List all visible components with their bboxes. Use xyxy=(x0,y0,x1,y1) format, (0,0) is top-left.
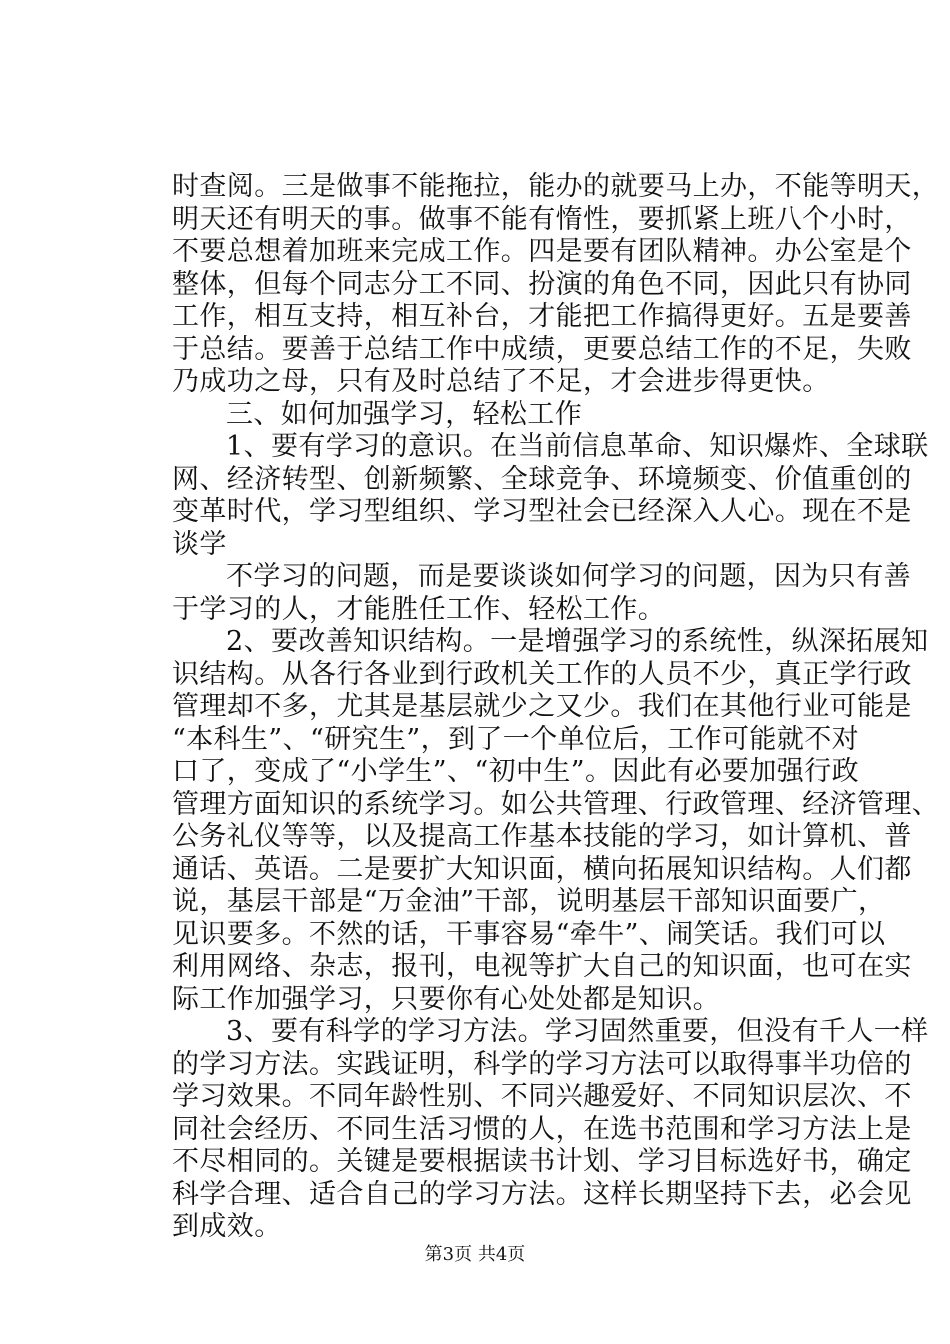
section-heading: 三、如何加强学习，轻松工作 xyxy=(226,399,583,430)
body-line: 利用网络、杂志，报刊，电视等扩大自己的知识面，也可在实 xyxy=(172,951,912,982)
body-line: 管理却不多，尤其是基层就少之又少。我们在其他行业可能是 xyxy=(172,691,912,722)
body-line: 不要总想着加班来完成工作。四是要有团队精神。办公室是个 xyxy=(172,236,912,267)
page-number-footer: 第3页 共4页 xyxy=(424,1244,526,1265)
body-line: 不学习的问题，而是要谈谈如何学习的问题，因为只有善 xyxy=(226,561,911,592)
body-line: 于总结。要善于总结工作中成绩，更要总结工作的不足，失败 xyxy=(172,334,912,365)
body-line: 时查阅。三是做事不能拖拉，能办的就要马上办，不能等明天， xyxy=(172,171,940,202)
body-line: 整体，但每个同志分工不同、扮演的角色不同，因此只有协同 xyxy=(172,269,912,300)
body-line: 口了，变成了“小学生”、“初中生”。因此有必要加强行政 xyxy=(172,756,860,787)
body-line: 际工作加强学习，只要你有心处处都是知识。 xyxy=(172,984,720,1015)
body-line: 学习效果。不同年龄性别、不同兴趣爱好、不同知识层次、不 xyxy=(172,1081,912,1112)
body-line: 变革时代，学习型组织、学习型社会已经深入人心。现在不是 xyxy=(172,496,912,527)
body-line: 到成效。 xyxy=(172,1211,282,1242)
body-line: 网、经济转型、创新频繁、全球竞争、环境频变、价值重创的 xyxy=(172,464,912,495)
body-line: 识结构。从各行各业到行政机关工作的人员不少，真正学行政 xyxy=(172,659,912,690)
body-line: 管理方面知识的系统学习。如公共管理、行政管理、经济管理、 xyxy=(172,789,940,820)
body-line: 明天还有明天的事。做事不能有惰性，要抓紧上班八个小时， xyxy=(172,204,912,235)
body-line: 谈学 xyxy=(172,529,227,560)
body-line: 3、要有科学的学习方法。学习固然重要，但没有千人一样 xyxy=(226,1016,929,1047)
body-line: 1、要有学习的意识。在当前信息革命、知识爆炸、全球联 xyxy=(226,431,929,462)
body-line: 通话、英语。二是要扩大知识面，横向拓展知识结构。人们都 xyxy=(172,854,912,885)
body-line: 乃成功之母，只有及时总结了不足，才会进步得更快。 xyxy=(172,366,830,397)
body-line: 不尽相同的。关键是要根据读书计划、学习目标选好书，确定 xyxy=(172,1146,912,1177)
body-line: 2、要改善知识结构。一是增强学习的系统性，纵深拓展知 xyxy=(226,626,929,657)
body-line: 于学习的人，才能胜任工作、轻松工作。 xyxy=(172,594,666,625)
body-line: 说，基层干部是“万金油”干部，说明基层干部知识面要广， xyxy=(172,886,886,917)
body-line: 的学习方法。实践证明，科学的学习方法可以取得事半功倍的 xyxy=(172,1049,912,1080)
body-line: 公务礼仪等等，以及提高工作基本技能的学习，如计算机、普 xyxy=(172,821,912,852)
body-line: 工作，相互支持，相互补台，才能把工作搞得更好。五是要善 xyxy=(172,301,912,332)
body-line: 见识要多。不然的话，干事容易“牵牛”、闹笑话。我们可以 xyxy=(172,919,886,950)
body-line: 科学合理、适合自己的学习方法。这样长期坚持下去，必会见 xyxy=(172,1179,912,1210)
body-line: “本科生”、“研究生”，到了一个单位后，工作可能就不对 xyxy=(172,724,860,755)
body-line: 同社会经历、不同生活习惯的人，在选书范围和学习方法上是 xyxy=(172,1114,912,1145)
